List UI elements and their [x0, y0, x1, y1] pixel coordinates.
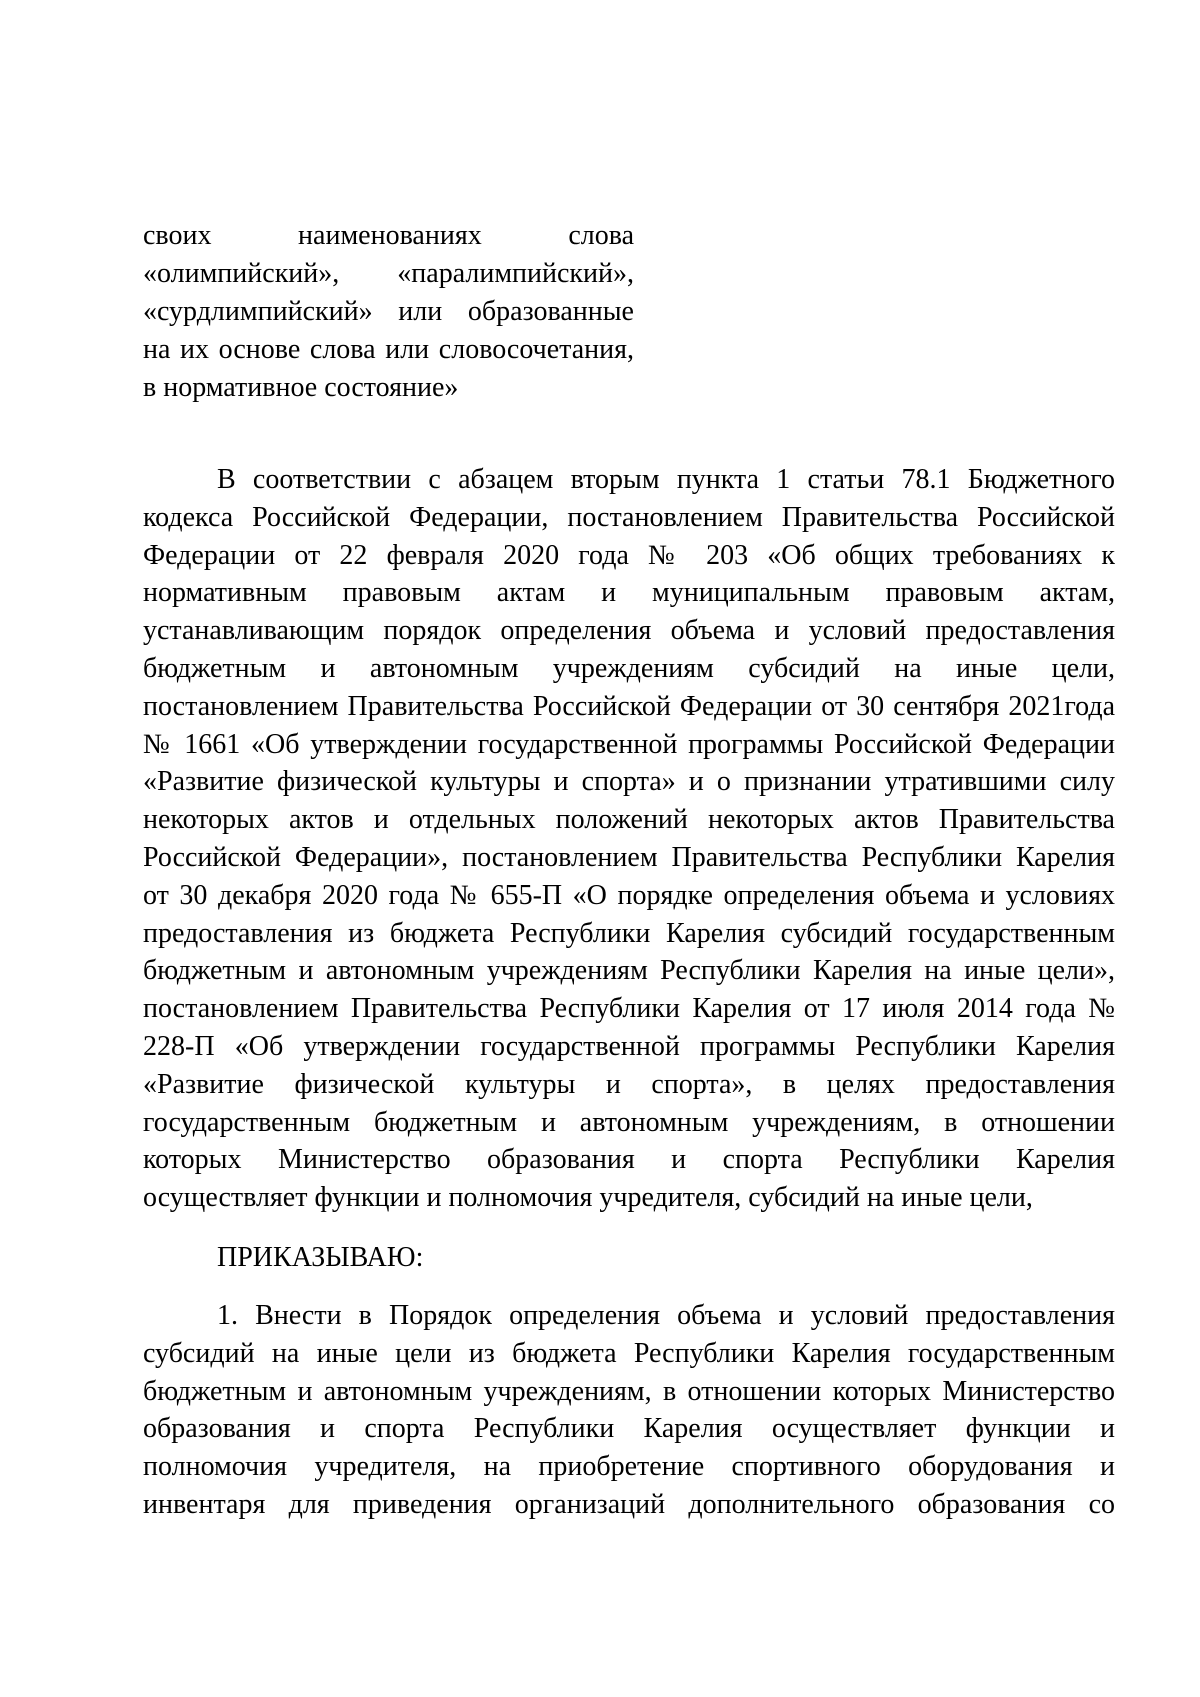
preamble-line: «Развитие физической культуры и спорта», в целях предоставления [143, 1068, 1115, 1100]
title-line: на их основе слова или словосочетания, [143, 334, 634, 365]
item-1-paragraph [143, 1297, 1115, 1524]
order-heading: ПРИКАЗЫВАЮ: [217, 1241, 424, 1273]
item-1-line: образования и спорта Республики Карелия осуществляет функции и [143, 1413, 1115, 1445]
item-1-line: 1. Внести в Порядок определения объема и условий предоставления [217, 1299, 1115, 1331]
title-line: своих наименованиях слова [143, 220, 634, 251]
preamble-line: постановлением Правительства Республики Карелия от 17 июля 2014 года № [143, 993, 1115, 1025]
preamble-line: постановлением Правительства Российской Федерации от 30 сентября 2021года [143, 690, 1115, 722]
item-1-line: полномочия учредителя, на приобретение спортивного оборудования и [143, 1451, 1115, 1483]
item-1-line: инвентаря для приведения организаций дополнительного образования со [143, 1488, 1115, 1520]
preamble-line: от 30 декабря 2020 года № 655-П «О порядке определения объема и условиях [143, 879, 1115, 911]
preamble-line: «Развитие физической культуры и спорта» и о признании утратившими силу [143, 766, 1115, 798]
preamble-line: кодекса Российской Федерации, постановлением Правительства Российской [143, 501, 1115, 533]
item-1-line: бюджетным и автономным учреждениям, в отношении которых Министерство [143, 1375, 1115, 1407]
preamble-line: нормативным правовым актам и муниципальным правовым актам, [143, 577, 1115, 609]
preamble-line: Российской Федерации», постановлением Правительства Республики Карелия [143, 841, 1115, 873]
preamble-paragraph [143, 461, 1115, 1217]
document-title [143, 217, 634, 407]
preamble-line: В соответствии с абзацем вторым пункта 1 статьи 78.1 Бюджетного [217, 464, 1115, 495]
preamble-line: некоторых актов и отдельных положений некоторых актов Правительства [143, 804, 1115, 836]
preamble-line: 228-П «Об утверждении государственной программы Республики Карелия [143, 1030, 1115, 1062]
preamble-line: государственным бюджетным и автономным учреждениям, в отношении [143, 1106, 1115, 1138]
title-line: в нормативное состояние» [143, 372, 459, 403]
preamble-line: Федерации от 22 февраля 2020 года № 203 «Об общих требованиях к [143, 539, 1115, 571]
document-body [143, 461, 1115, 1524]
preamble-line: устанавливающим порядок определения объема и условий предоставления [143, 615, 1115, 647]
preamble-line: предоставления из бюджета Республики Карелия субсидий государственным [143, 917, 1115, 949]
preamble-line: бюджетным и автономным учреждениям субсидий на иные цели, [143, 652, 1115, 684]
preamble-line: осуществляет функции и полномочия учредителя, субсидий на иные цели, [143, 1182, 1033, 1214]
title-line: «олимпийский», «паралимпийский», [143, 258, 634, 289]
title-line: «сурдлимпийский» или образованные [143, 296, 634, 327]
preamble-line: которых Министерство образования и спорта Республики Карелия [143, 1144, 1115, 1176]
preamble-line: № 1661 «Об утверждении государственной программы Российской Федерации [143, 728, 1115, 760]
item-1-line: субсидий на иные цели из бюджета Республики Карелия государственным [143, 1337, 1115, 1369]
preamble-line: бюджетным и автономным учреждениям Республики Карелия на иные цели», [143, 955, 1115, 987]
